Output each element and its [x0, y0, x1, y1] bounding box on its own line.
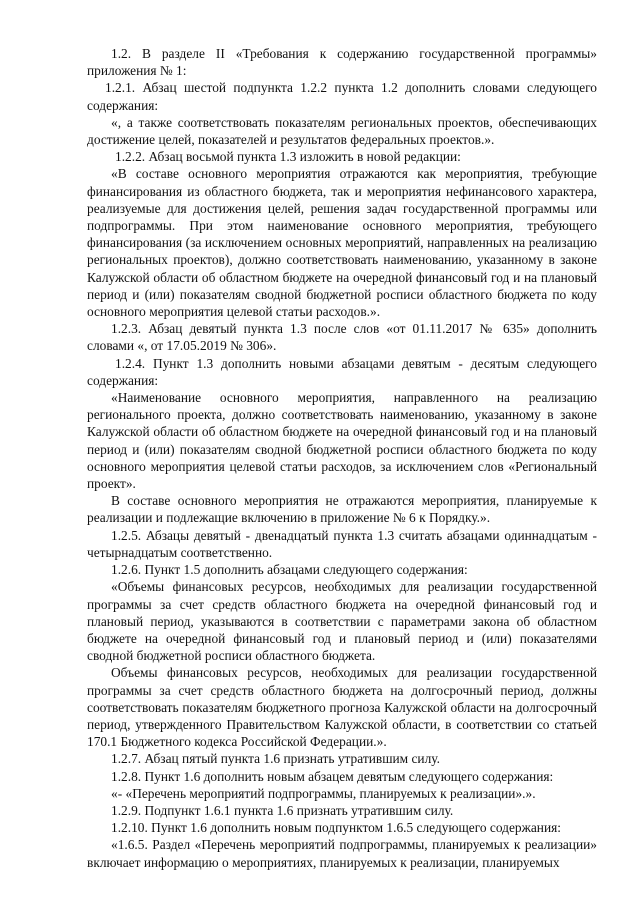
paragraph-1-2-2: 1.2.2. Абзац восьмой пункта 1.3 изложить в новой редакции:: [115, 149, 461, 165]
quote-1-2-8: «- «Перечень мероприятий подпрограммы, планируемых к реализации».».: [111, 785, 536, 801]
paragraph-1-2-3: 1.2.3. Абзац девятый пункта 1.3 после слов «от 01.11.2017 № 635» дополнить словами «, от 17.05.2019 № 306».: [87, 321, 597, 354]
quote-1-2-2: «В составе основного мероприятия отражаются как мероприятия, требующие финансирования из областного бюджета, так и мероприятия нефинансового характера, реализуемые для достижения целей, решения задач государственной программы или подпрограммы. При этом наименование основного мероприятия, требующего финансирования (за исключением основных мероприятий, направленных на реализацию региональных проектов), должно соответствовать наименованию, указанному в законе Калужской области об областном бюджете на очередной финансовый год и на плановый период и (или) показателям сводной бюджетной росписи областного бюджета по коду основного мероприятия целевой статьи расходов.».: [87, 166, 597, 320]
paragraph-1-2: 1.2. В разделе II «Требования к содержанию государственной программы» приложения № 1:: [87, 46, 597, 79]
quote-1-2-4-b: В составе основного мероприятия не отражаются мероприятия, планируемые к реализации и подлежащие включению в приложение № 6 к Порядку.».: [87, 493, 597, 526]
quote-1-2-10: «1.6.5. Раздел «Перечень мероприятий подпрограммы, планируемых к реализации» включает информацию о мероприятиях, планируемых к реализации, планируемых: [87, 837, 597, 870]
paragraph-1-2-9: 1.2.9. Подпункт 1.6.1 пункта 1.6 признать утратившим силу.: [111, 802, 454, 818]
paragraph-1-2-8: 1.2.8. Пункт 1.6 дополнить новым абзацем девятым следующего содержания:: [111, 768, 554, 784]
paragraph-1-2-5: 1.2.5. Абзацы девятый - двенадцатый пункта 1.3 считать абзацами одиннадцатым - четырнадцатым соответственно.: [87, 527, 597, 560]
paragraph-1-2-4: 1.2.4. Пункт 1.3 дополнить новыми абзацами девятым - десятым следующего содержания:: [87, 355, 597, 388]
quote-1-2-1: «, а также соответствовать показателям региональных проектов, обеспечивающих достижение целей, показателей и результатов федеральных проектов.».: [87, 114, 597, 148]
quote-1-2-6-a: «Объемы финансовых ресурсов, необходимых для реализации государственной программы за счет средств областного бюджета на очередной финансовый год и плановый период, указываются в соответствии с параметрами закона об областном бюджете на очередной финансовый год и плановый период и (или) показателями сводной бюджетной росписи областного бюджета.: [87, 579, 597, 664]
paragraph-1-2-1: 1.2.1. Абзац шестой подпункта 1.2.2 пункта 1.2 дополнить словами следующего содержания:: [87, 80, 597, 113]
paragraph-1-2-7: 1.2.7. Абзац пятый пункта 1.6 признать утратившим силу.: [111, 751, 440, 767]
quote-1-2-6-b: Объемы финансовых ресурсов, необходимых для реализации государственной программы за счет средств областного бюджета на долгосрочный период, должны соответствовать показателям бюджетного прогноза Калужской области на долгосрочный период, утвержденного Правительством Калужской области, в соответствии со статьей 170.1 Бюджетного кодекса Российской Федерации.».: [87, 665, 597, 750]
paragraph-1-2-10: 1.2.10. Пункт 1.6 дополнить новым подпунктом 1.6.5 следующего содержания:: [111, 820, 562, 836]
quote-1-2-4-a: «Наименование основного мероприятия, направленного на реализацию регионального проекта, должно соответствовать наименованию, указанному в законе Калужской области об областном бюджете на очередной финансовый год и на плановый период и (или) показателям сводной бюджетной росписи областного бюджета по коду основного мероприятия целевой статьи расходов, за исключением слов «Региональный проект».: [87, 390, 597, 492]
document-body: [87, 45, 597, 871]
paragraph-1-2-6: 1.2.6. Пункт 1.5 дополнить абзацами следующего содержания:: [111, 562, 468, 578]
